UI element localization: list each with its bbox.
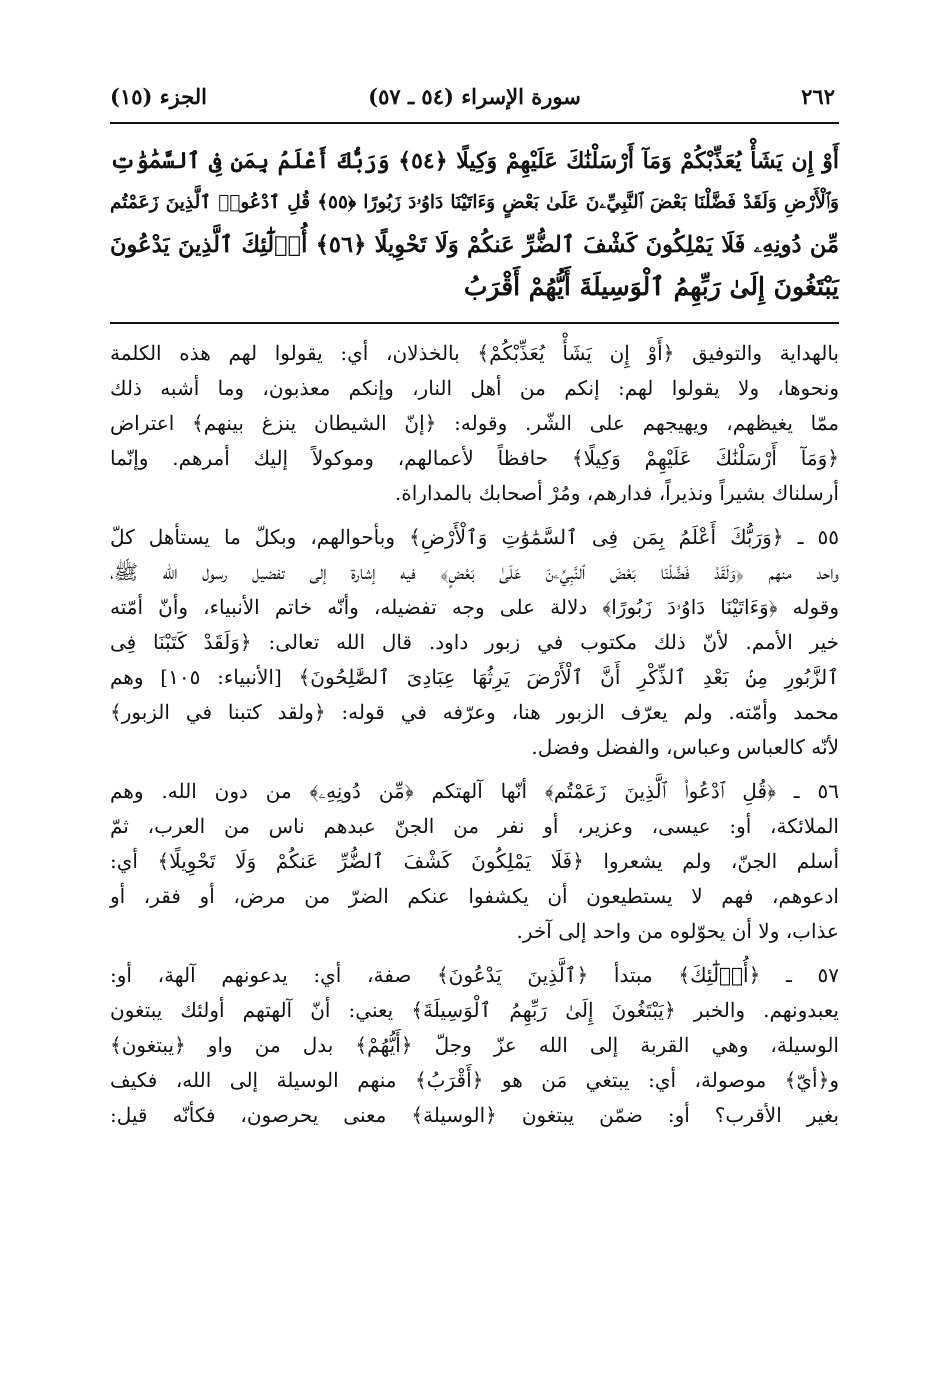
commentary-line: ٥٥ ـ ﴿وَرَبُّكَ أَعْلَمُ بِمَن فِى ٱلسَّمَٰوَٰتِ وَٱلْأَرْضِ﴾ وبأحوالهم، وبكلّ ما يستأهل كلّ [110,525,839,549]
quran-verses [110,140,839,308]
tafsir-commentary [110,336,839,1133]
commentary-line: أسلم الجنّ، ولم يشعروا ﴿فَلَا يَمْلِكُونَ كَشْفَ ٱلضُّرِّ عَنكُمْ وَلَا تَحْوِيلًا﴾ أي: [110,849,839,873]
commentary-line: يعبدونهم. والخبر ﴿يَبْتَغُونَ إِلَىٰ رَبِّهِمُ ٱلْوَسِيلَةَ﴾ يعني: أنّ آلهتهم أولئك يبتغون [110,998,839,1022]
page-header [110,70,839,124]
commentary-line: الملائكة، أو: عيسى، وعزير، أو نفر من الجنّ عبدهم ناس من العرب، ثمّ [110,814,839,838]
section-divider [110,322,839,324]
commentary-line: ٥٦ ـ ﴿قُلِ ٱدْعُوا۟ ٱلَّذِينَ زَعَمْتُم﴾ أنّها آلهتكم ﴿مِّن دُونِهِۦ﴾ من دون الله. وهم [110,779,839,803]
commentary-line: واحد منهم ﴿وَلَقَدْ فَضَّلْنَا بَعْضَ ٱلنَّبِيِّۦنَ عَلَىٰ بَعْضٍ﴾ فيه إشارة إلى تفضيل رسول الله ﷺ، [110,560,839,584]
surah-title: سورة الإسراء (٥٤ ـ ٥٧) [368,84,581,109]
commentary-line: بغير الأقرب؟ أو: ضمّن يبتغون ﴿الوسيلة﴾ معنى يحرصون، فكأنّه قيل: [110,1103,839,1127]
verse-line: يَبْتَغُونَ إِلَىٰ رَبِّهِمُ ٱلْوَسِيلَةَ أَيُّهُمْ أَقْرَبُ [463,272,839,301]
commentary-line: عذاب، ولا أن يحوّلوه من واحد إلى آخر. [516,919,839,943]
juz-label: الجزء (١٥) [110,84,207,109]
book-page [110,70,839,1133]
commentary-line: بالهداية والتوفيق ﴿أَوْ إِن يَشَأْ يُعَذِّبْكُمْ﴾ بالخذلان، أي: يقولوا لهم هذه الكلمة [110,341,839,365]
verse-line: مِّن دُونِهِۦ فَلَا يَمْلِكُونَ كَشْفَ ٱلضُّرِّ عَنكُمْ وَلَا تَحْوِيلًا ﴿٥٦﴾ أُو۟لَٰٓئِكَ ٱلَّذِينَ يَدْعُونَ [110,232,840,258]
commentary-line: ٥٧ ـ ﴿أُو۟لَٰٓئِكَ﴾ مبتدأ ﴿ٱلَّذِينَ يَدْعُونَ﴾ صفة، أي: يدعونهم آلهة، أو: [110,963,839,987]
commentary-line: ونحوها، ولا يقولوا لهم: إنكم من أهل النار، وإنكم معذبون، وما أشبه ذلك [110,376,839,400]
commentary-line: وقوله ﴿وَءَاتَيْنَا دَاوُۥدَ زَبُورًا﴾ دلالة على وجه تفضيله، وأنّه خاتم الأنبياء، وأنّ أمّته [110,595,839,619]
commentary-line: ممّا يغيظهم، ويهيجهم على الشّر. وقوله: ﴿إنّ الشيطان ينزغ بينهم﴾ اعتراض [110,411,839,435]
commentary-line: خير الأمم. لأنّ ذلك مكتوب في زبور داود. قال الله تعالى: ﴿وَلَقَدْ كَتَبْنَا فِى [110,630,839,654]
verse-line: أَوْ إِن يَشَأْ يُعَذِّبْكُمْ وَمَآ أَرْسَلْنَٰكَ عَلَيْهِمْ وَكِيلًا ﴿٥٤﴾ وَرَبُّكَ أَعْلَمُ بِمَن فِى ٱلسَّمَٰوَٰتِ [110,148,839,174]
commentary-line: ﴿وَمَآ أَرْسَلْنَٰكَ عَلَيْهِمْ وَكِيلًا﴾ حافظاً لأعمالهم، وموكولاً إليك أمرهم. وإنّما [110,446,839,470]
commentary-line: ادعوهم، فهم لا يستطيعون أن يكشفوا عنكم الضرّ من مرض، أو فقر، أو [110,884,839,908]
commentary-line: أرسلناك بشيراً ونذيراً، فدارهم، ومُرْ أصحابك بالمداراة. [394,481,839,505]
commentary-line: محمد وأمّته. ولم يعرّف الزبور هنا، وعرّفه في قوله: ﴿ولقد كتبنا في الزبور﴾ [110,700,839,724]
commentary-line: لأنّه كالعباس وعباس، والفضل وفضل. [531,735,839,759]
commentary-line: و﴿أيّ﴾ موصولة، أي: يبتغي مَن هو ﴿أَقْرَبُ﴾ منهم الوسيلة إلى الله، فكيف [110,1068,839,1092]
verse-line: وَٱلْأَرْضِ وَلَقَدْ فَضَّلْنَا بَعْضَ ٱلنَّبِيِّۦنَ عَلَىٰ بَعْضٍ وَءَاتَيْنَا دَاوُۥدَ زَبُورًا ﴿٥٥﴾ قُلِ ٱدْعُوا۟ ٱلَّذِينَ زَعَمْتُم [110,192,839,213]
commentary-line: الوسيلة، وهي القربة إلى الله عزّ وجلّ ﴿أَيُّهُمْ﴾ بدل من واو ﴿يبتغون﴾ [110,1033,839,1057]
commentary-line: ٱلزَّبُورِ مِنۢ بَعْدِ ٱلذِّكْرِ أَنَّ ٱلْأَرْضَ يَرِثُهَا عِبَادِىَ ٱلصَّٰلِحُونَ﴾ [الأنبياء: ١٠٥] وهم [110,665,839,689]
page-number: ٢٦٢ [801,84,835,109]
